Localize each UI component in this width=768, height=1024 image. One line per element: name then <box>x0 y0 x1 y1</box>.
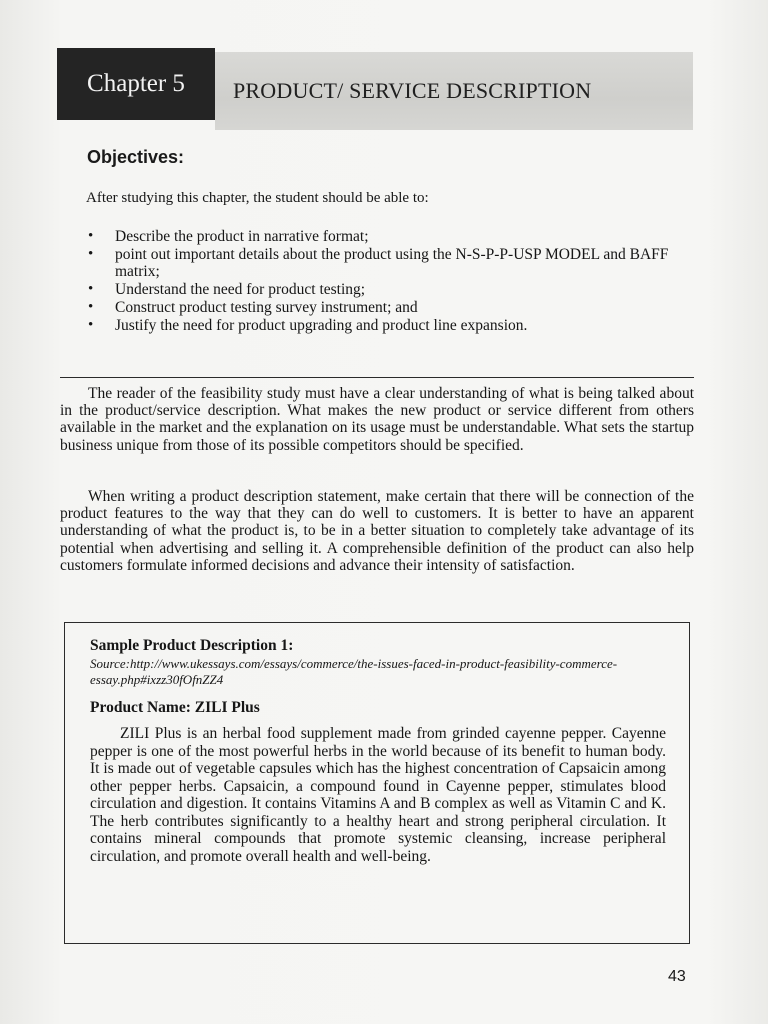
sample-source: Source:http://www.ukessays.com/essays/commerce/the-issues-faced-in-product-feasibility-commerce-essay.php#ixzz30fOfnZZ4 <box>90 656 618 687</box>
objective-item: • Describe the product in narrative format; <box>86 228 698 245</box>
chapter-title: PRODUCT/ SERVICE DESCRIPTION <box>233 78 592 103</box>
objective-item: • Justify the need for product upgrading and product line expansion. <box>86 317 698 334</box>
objective-item: • Construct product testing survey instrument; and <box>86 299 698 316</box>
chapter-title-band <box>215 52 693 130</box>
page-number: 43 <box>668 968 686 985</box>
chapter-label-text: Chapter 5 <box>87 70 185 97</box>
objectives-list <box>86 228 698 335</box>
body-paragraph: When writing a product description statement, make certain that there will be connection of the product features to the way that they can do well to customers. It is better to have an apparent understanding of what the product is, to be in a better situation to completely take advantage of its potential when advertising and selling it. A comprehensible definition of the product can also help customers formulate informed decisions and advance their intensity of satisfaction. <box>60 488 694 574</box>
objective-item: • Understand the need for product testing; <box>86 281 698 298</box>
body-paragraph: The reader of the feasibility study must have a clear understanding of what is being talked about in the product/service description. What makes the new product or service different from others available in the market and the explanation on its usage must be understandable. What sets the startup business unique from those of its possible competitors should be specified. <box>60 385 694 454</box>
product-name: Product Name: ZILI Plus <box>90 699 260 716</box>
sample-description: ZILI Plus is an herbal food supplement made from grinded cayenne pepper. Cayenne pepper is one of the most powerful herbs in the world because of its benefit to human body. It is made out of vegetable capsules which has the highest concentration of Capsaicin among other pepper herbs. Capsaicin, a compound found in Cayenne pepper, stimulates blood circulation and digestion. It contains Vitamins A and B complex as well as Vitamin C and K. The herb contributes significantly to a healthy heart and strong peripheral circulation. It contains mineral compounds that promote systemic cleansing, increase peripheral circulation, and promote overall health and well-being. <box>90 725 666 865</box>
sample-title: Sample Product Description 1: <box>90 637 294 654</box>
objectives-intro: After studying this chapter, the student should be able to: <box>86 190 429 206</box>
objectives-heading: Objectives: <box>87 147 185 167</box>
section-divider <box>60 377 694 378</box>
objective-item: • point out important details about the product using the N-S-P-P-USP MODEL and BAFF matrix; <box>86 246 698 280</box>
chapter-label <box>57 48 215 120</box>
